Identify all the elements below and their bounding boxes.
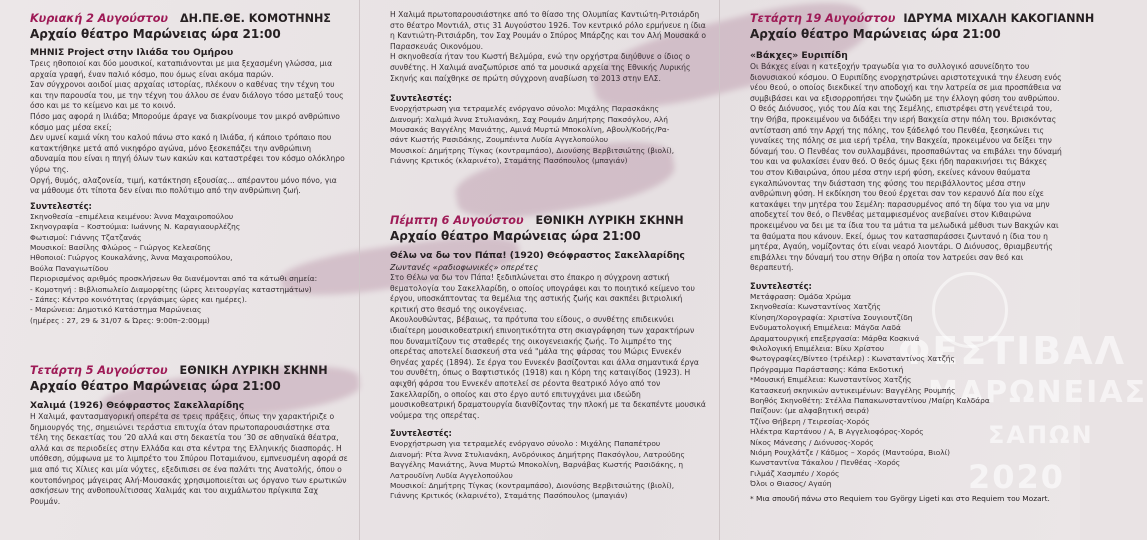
credit-line: Μουσικοί: Βασίλης Φλώρος – Γιώργος Κελεσίδης: [30, 242, 211, 252]
credit-line: Σκηνογραφία – Κοστούμια: Ιωάννης Ν. Καραγιαουρλέζης: [30, 222, 241, 232]
event-date: Κυριακή 2 Αυγούστου: [30, 12, 168, 25]
credits-heading: Συντελεστές:: [390, 93, 452, 104]
credit-line: Γιάννης Κριτικός (κλαρινέτο), Σταμάτης Πασόπουλος (μπαγιάν): [390, 491, 628, 501]
credit-line: - Μαρώνεια: Δημοτικό Κατάστημα Μαρώνειας: [30, 305, 202, 315]
paragraph: Ακουλουθώντας, βέβαιως, τα πρότυπα του είδους, ο συνθέτης επιδεικνύει ιδιαίτερη μουσικοθεατρική επινοητικότητα στη σκιαγράφηση των χαρακτήρων που δυναμιτίζουν τις σταθερές της οικογενειακής ζωής. Το λιμπρέτο της οπερέτας αποτελεί διασκευή στα νεά "μάλα της φάρσας του Μώρις Εννεκέν Θηνέας χαρές (1894). Σε έργα του Εννεκέν βασίζονται και άλλα σημαντικά έργα του συνθέτη, όπως ο Βαφτιστικός (1918) και η Κόρη της καταιγίδος (1923). Η αφιχθή φάρσα του Εννεκέν αποτελεί σε ρέοντα θεατρικό λόγο από τον Σακελλαρίδη, ο οποίος και στο έργο αυτό επιτυγχάνει μια ιδεώδη μουσικοθεατρική δραματουργία διανθίζοντας την πλοκή με τα δεκαπέντε μουσικά νούμερα της οπερέτας.: [390, 315, 706, 420]
credit-line: Πρόγραμμα Παράστασης: Κάπα Εκδοτική: [750, 364, 904, 374]
credit-line: σάντ Κωστής Ρασιδάκης, Ζουμπέιντα Λυδία Αγγελοπούλου: [390, 135, 609, 145]
credit-line: Μουσικοί: Δημήτρης Τίγκας (κοντραμπάσο), Διονύσης Βερβιτσιώτης (βιολί),: [390, 480, 675, 490]
event-description: [30, 412, 348, 507]
event-pope: [390, 214, 706, 502]
work-title: Θέλω να δω τον Πάπα! (1920) Θεόφραστος Σακελλαρίδης: [390, 250, 685, 261]
credit-line: Τζίνο Θήβερη / Τειρεσίας-Χορός: [750, 416, 870, 426]
credit-line: Ενδυματολογική Επιμέλεια: Μάγδα Λαδά: [750, 323, 901, 333]
credit-line: Διανομή: Χαλιμά Άννα Στυλιανάκη, Σαχ Ρουμάν Δημήτρης Πακσόγλου, Αλή: [390, 114, 668, 124]
event-komotini: [30, 12, 348, 326]
credit-line: Φωτογραφίες/Βίντεο (τρέιλερ) : Κωνσταντίνος Χατζής: [750, 354, 955, 364]
event-bacchae: [750, 12, 1095, 504]
middle-panel: [360, 0, 720, 540]
credit-line: Παίζουν: (με αλφαβητική σειρά): [750, 406, 870, 416]
event-venue: Αρχαίο θέατρο Μαρώνειας ώρα 21:00: [390, 229, 641, 243]
credit-line: Μουσικοί: Δημήτρης Τίγκας (κοντραμπάσο), Διονύσης Βερβιτσιώτης (βιολί),: [390, 145, 675, 155]
event-organizer: ΙΔΡΥΜΑ ΜΙΧΑΛΗ ΚΑΚΟΓΙΑΝΝΗ: [903, 12, 1095, 25]
paragraph: Τρεις ηθοποιοί και δύο μουσικοί, καταπιάνονται με μια ξεχασμένη γλώσσα, μια αρχαία γραφή, έναν παλιό κόσμο, που όμως είναι ακόμα παρών.: [30, 59, 333, 79]
right-panel: [720, 0, 1147, 540]
credit-line: Κατασκευή σκηνικών αντικειμένων: Βαγγέλης Ρουμπής: [750, 385, 956, 395]
event-organizer: ΕΘΝΙΚΗ ΛΥΡΙΚΗ ΣΚΗΝΗ: [535, 214, 684, 227]
credit-line: Περιορισμένος αριθμός προσκλήσεων θα διανέμονται από τα κάτωθι σημεία:: [30, 274, 318, 284]
credit-line: Φωτισμοί: Γιάννης Τζατζανάς: [30, 232, 142, 242]
paragraph: Δεν υμνεί καμιά νίκη του καλού πάνω στο κακό η Ιλιάδα, ή κάποιο τρόπαιο που κατακτήθηκε μετά από νικηφόρο αγώνα, μόνο ξεσκεπάζει την ανθρώπινη αδυναμία που είναι η πηγή όλων των κακών και καταστρέφει τον κόσμο ολόκληρο γύρω της.: [30, 133, 345, 174]
credits-list: [750, 292, 1062, 490]
event-organizer: ΔΗ.ΠΕ.ΘΕ. ΚΟΜΟΤΗΝΗΣ: [179, 12, 331, 25]
credit-line: Ενορχήστρωση για τετραμελές ενόργανο σύνολο : Μιχάλης Παπαπέτρου: [390, 439, 661, 449]
credits-heading: Συντελεστές:: [750, 280, 812, 291]
credit-line: Βούλα Παναγιωτίδου: [30, 263, 109, 273]
work-title: «Βάκχες» Ευριπίδη: [750, 50, 848, 61]
event-heading: [30, 12, 348, 26]
paragraph: Η Χαλιμά, φαντασμαγορική οπερέτα σε τρεις πράξεις, όπως την χαρακτήριζε ο δημιουργός της, σημειώνει τεράστια επιτυχία όταν πρωτοπαρουσιάστηκε στα τέλη της δεκαετίας του ’20 αλλά και στη δεκαετία του ’30 σε αθηναϊκά θέατρα, αλλά και σε περιοδείες στην Ελλάδα και στα κέντρα της Ελληνικής διασποράς. Η υπόθεση, σύμφωνα με το λιμπρέτο του Σπύρου Ποταμιάνου, εμπνευσμένη αφορά σε μια από τις Χίλιες και μία νύχτες, εξεδιπισει σε ένα παλάτι της Ανατολής, όπου ο κουτοπόνηρος μάγειρας Αλή-Μουσακάς χρησιμοποιείται ως όργανο των ερωτικών ασκήσεων της ανθοπουλίτισσας Χαλιμάς και του αιχμάλωτου πρίγκιπα Σαχ Ρουμάν.: [30, 412, 348, 506]
festival-logo-watermark: ΦΕΣΤΙΒΑΛ ΜΑΡΩΝΕΙΑΣ ΣΑΠΩΝ 2020: [898, 329, 1147, 496]
paragraph: Σαν σύγχρονοι αοιδοί μιας αρχαίας ιστορίας, πλέκουν ο καθένας την τέχνη του και την παρουσία του, με την τέχνη του άλλου σε έναν διάλογο τόσο μεταξύ τους όσο και με το κείμενο και με το κοινό.: [30, 80, 344, 111]
work-subtitle: Ζωντανές «ραδιοφωνικές» οπερέτες: [390, 263, 539, 272]
event-organizer: ΕΘΝΙΚΗ ΛΥΡΙΚΗ ΣΚΗΝΗ: [179, 364, 328, 377]
credits-heading: Συντελεστές:: [390, 428, 452, 439]
credit-line: Όλοι ο Θιασος/ Αγαύη: [750, 479, 832, 489]
credit-line: Ηθοποιοί: Γιώργος Κουκαλάνης, Άννα Μαχαιροπούλου,: [30, 253, 233, 263]
credit-line: - Κομοτηνή : Βιβλιοπωλείο Διαμορφίτης (ώρες λειτουργίας καταστημάτων): [30, 284, 312, 294]
event-description: [390, 273, 706, 421]
credit-line: (ημέρες : 27, 29 & 31/07 & Ώρες: 9:00π–2:00μμ): [30, 315, 210, 325]
event-venue: Αρχαίο θέατρο Μαρώνειας ώρα 21:00: [30, 27, 281, 41]
event-date: Τετάρτη 5 Αυγούστου: [30, 364, 168, 377]
credit-line: - Σάπες: Κέντρο κοινότητας (εργάσιμες ώρες και ημέρες).: [30, 294, 247, 304]
paragraph: Οργή, θυμός, αλαζονεία, τιμή, κατάκτηση εξουσίας... απέραντου μόνο πόνο, για να μάθουμε ότι τίποτα δεν είναι πιο πολύτιμο από την ανθρώπινη ζωή.: [30, 175, 337, 196]
credits-list: [390, 439, 706, 501]
credit-line: Νίκος Μάνεσης / Διόνυσος-Χορός: [750, 437, 874, 447]
credit-line: Διανομή: Ρίτα Άννα Στυλιανάκη, Ανδρόνικος Δημήτρης Πακσόγλου, Λατρούδης: [390, 449, 685, 459]
event-halima-continued: [390, 10, 706, 167]
credit-line: Νιόμη Ρουχλάτζε / Κάδμος – Χορός (Μαντούρα, Βιολί): [750, 447, 951, 457]
credit-line: Μετάφραση: Ομάδα Χρώμα: [750, 291, 851, 301]
credit-line: Δραματουργική επεξεργασία: Μάρθα Κοσκινά: [750, 333, 920, 343]
credit-line: Σκηνοθεσία: Κωνσταντίνος Χατζής: [750, 302, 881, 312]
credit-line: Γιλμάζ Χασμπέυ / Χορός: [750, 468, 840, 478]
credit-line: Μουσακάς Βαγγέλης Μανιάτης, Αμινά Μυρτώ Μποκολίνη, Αβουλ/Κοδής/Ρα-: [390, 124, 670, 134]
credit-line: Βαγγέλης Μανιάτης, Άννα Μυρτώ Μποκολίνη, Βαρνάβας Κωστής Ρασιδάκης, η: [390, 460, 684, 470]
event-halima: [30, 364, 348, 507]
work-title: Χαλιμά (1926) Θεόφραστος Σακελλαρίδης: [30, 400, 245, 411]
credit-line: Σκηνοθεσία –επιμέλεια κειμένου: Άννα Μαχαιροπούλου: [30, 211, 234, 221]
credits-heading: Συντελεστές:: [30, 200, 92, 211]
event-date: Τετάρτη 19 Αυγούστου: [750, 12, 896, 25]
credits-list: [30, 212, 348, 326]
credit-line: Ενορχήστρωση για τετραμελές ενόργανο σύνολο: Μιχάλης Παρασκάκης: [390, 104, 659, 114]
event-description: [390, 10, 706, 84]
work-title: ΜΗΝΙΣ Project στην Ιλιάδα του Ομήρου: [30, 47, 234, 58]
credit-line: Ηλέκτρα Καρτάνου / Α, Β Αγγελιοφόρος-Χορός: [750, 427, 924, 437]
footnote: * Μια σπουδή πάνω στο Requiem του György Ligeti και στο Requiem του Mozart.: [750, 493, 1050, 503]
credits-list: [390, 104, 706, 166]
left-panel: [0, 0, 360, 540]
event-venue: Αρχαίο θέατρο Μαρώνειας ώρα 21:00: [30, 379, 281, 393]
credit-line: Κίνηση/Χορογραφία: Χριστίνα Σουγιουτζίδη: [750, 312, 913, 322]
credit-line: *Μουσική Επιμέλεια: Κωνσταντίνος Χατζής: [750, 375, 912, 385]
paragraph: Στο Θέλω να δω τον Πάπα! ξεδιπλώνεται στο έπακρο η σύγχρονη αστική θεματολογία του Σακελλαρίδη, ο οποίος υπογράφει και το ποιητικό κείμενο του έργου, υποσκάπτοντας τα θεμέλια της αστικής ζωής και σακπέει βιτριολική κριτική στο θεσμό της οικογένειας.: [390, 273, 695, 314]
credit-line: Κωνσταντίνα Τάκαλου / Πενθέας -Χορός: [750, 458, 901, 468]
event-venue: Αρχαίο θέατρο Μαρώνειας ώρα 21:00: [750, 27, 1001, 41]
event-heading: [750, 12, 1095, 26]
credit-line: Γιάννης Κριτικός (κλαρινέτο), Σταμάτης Πασόπουλος (μπαγιάν): [390, 156, 628, 166]
paragraph: Η σκηνοθεσία ήταν του Κωστή Βελμύρα, ενώ την ορχήστρα διηύθυνε ο ίδιος ο συνθέτης. Η Χαλιμά αναζωπύρισε από τα μουσικά αρχεία της Εθνικής Λυρικής Σκηνής και παίχθηκε σε πρώτη σύγχρονη αναβίωση το 2013 στην ΕΛΣ.: [390, 52, 691, 83]
event-description: [30, 59, 348, 197]
event-description: Οι Βάκχες είναι η κατεξοχήν τραγωδία για το συλλογικό ασυνείδητο του διονυσιακού κόσμου. Ο Ευριπίδης ενορχηστρώνει αριστοτεχνικά την έλευση ενός νέου θεού, ο οποίος διεκδικεί την αποδοχή και την λατρεία σε μια προσπάθεια να συμβιβάσει και να εξισορροπήσει την ζωώδη με την έλλογη φύση του ανθρώπου. Ο θεός Διόνυσος, γιός του Δία και της Σεμέλης, επιστρέφει στη γενέτειρά του, την Θήβα, προκειμένου να διδάξει την ιερή Βακχεία στην πόλη του. Βρισκόντας αντίσταση από την Αρχή της πόλης, τον ξάδελφό του Πενθέα, ξεσηκώνει τις γυναίκες της πόλης σε μια ιερή τρέλα, την Βακχεία, προκειμένου να δείξει την δύναμή του. Ο Πενθέας τον συλλαμβάνει, προσπαθώντας να επιβάλει την δύναμή του και να φυλακίσει έναν θεό. Ο θεός όμως ξεκι ήδη παρακινήσει τις Βάκχες του στον Κιθαιρώνα, όπου μέσα στην ιερή φύση, εκείνες κάνουν θαύματα εγκαλπώνοντας την διάσταση της φύσης του περιβάλλοντος μέσα στην ανθρώπινη φύση. Η εκδίκηση του θεού έρχεται σαν τον κεραυνό Δία που είχε κατακάψει την μητέρα του Σεμέλη: παρασυρμένος από τη δίψα του για να μην αποδεχτεί τον θεό, ο Πενθέας μεταμφιεσμένος ανεβαίνει στον Κιθαιρώνα προκειμένου να δει με τα ίδια του τα μάτια τα μελωδικά μέθυσι των Βακχών και τα θαύματα που κάνουν. Εκεί, όμως τον κατασπαράσσει ζωντανό η ίδια του η μητέρα, Αγαύη, νομίζοντας ότι είναι νεαρό λιοντάρι. Ο Διόνυσος, θριαμβευτής επιβάλλει την δύναμή του στην Θήβα η οποία τον λατρεύει σαν θεό και θεραπευτή.: [750, 62, 1062, 273]
paragraph: Η Χαλιμά πρωτοπαρουσιάστηκε από το θίασο της Ολυμπίας Καντιώτη-Ριτσιάρδη στο θέατρο Μοντιάλ, στις 31 Αυγούστου 1926. Τον κεντρικό ρόλο ερμήνευε η ίδια η Καντιώτη-Ριτσιάρδη, τον Σαχ Ρουμάν ο Σπύρος Μπάρζης και τον Αλή Μουσακά ο Παρασκευάς Οικονόμου.: [390, 10, 707, 51]
event-heading: [390, 214, 706, 228]
credit-line: Λατρουδίνη Λυδία Αγγελοπούλου: [390, 470, 513, 480]
credit-line: Φιλολογική Επιμέλεια: Βίκυ Χρίστου: [750, 343, 885, 353]
credit-line: Βοηθός Σκηνοθέτη: Στέλλα Παπακωνσταντίνου /Μαίρη Καλδάρα: [750, 395, 990, 405]
paragraph: Πόσο μας αφορά η Ιλιάδα; Μπορούμε άραγε να διακρίνουμε τον μικρό ανθρώπινο κόσμο μας μέσα εκεί;: [30, 111, 340, 132]
event-heading: [30, 364, 348, 378]
event-date: Πέμπτη 6 Αυγούστου: [390, 214, 524, 227]
